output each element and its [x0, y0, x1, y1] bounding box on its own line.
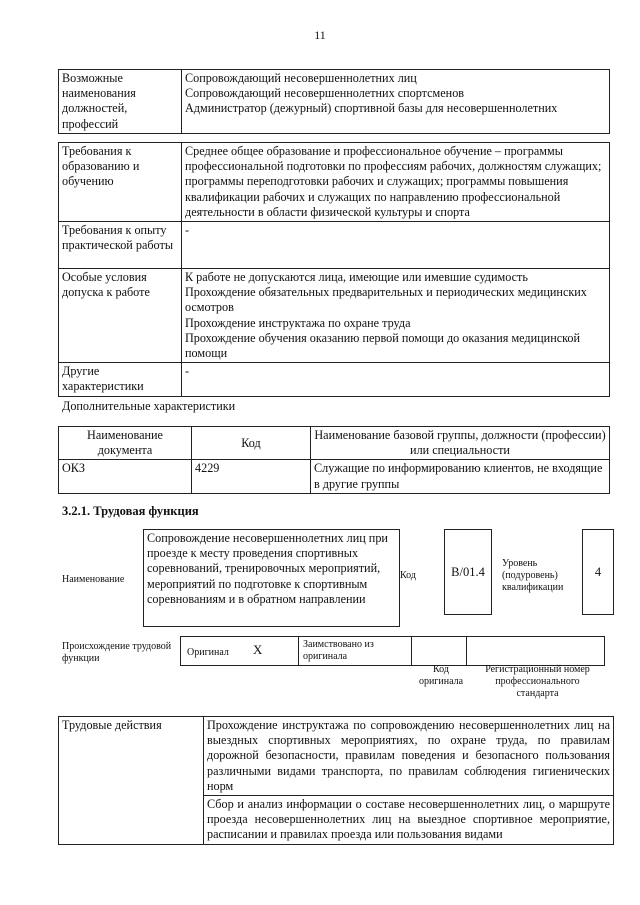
origin-borrowed-label: Заимствовано из оригинала: [303, 639, 374, 662]
admission-line-1: К работе не допускаются лица, имеющие или имевшие судимость: [185, 270, 528, 285]
origin-reg-label: Регистрационный номер профессионального стандарта: [485, 664, 590, 699]
okz-header-code: Код: [192, 427, 311, 460]
additional-heading: Дополнительные характеристики: [62, 399, 236, 413]
education-label: Требования к образованию и обучению: [59, 143, 182, 222]
origin-original-mark: X: [253, 642, 263, 657]
function-code-value: B/01.4: [444, 529, 492, 615]
admission-line-4: Прохождение обучения оказанию первой помощи до оказания медицинской помощи: [185, 330, 581, 361]
other-value: -: [182, 363, 610, 396]
actions-table: [58, 716, 614, 845]
origin-original-label: Оригинал: [187, 647, 229, 658]
job-titles-table: [58, 69, 610, 134]
okz-doc: ОКЗ: [59, 460, 192, 493]
section-title: 3.2.1. Трудовая функция: [62, 504, 199, 518]
other-label: Другие характеристики: [59, 363, 182, 396]
origin-label: Происхождение трудовой функции: [62, 641, 172, 664]
job-titles-label: Возможные наименования должностей, профессий: [59, 70, 182, 134]
function-level-value: 4: [582, 529, 614, 615]
requirements-table: [58, 142, 610, 397]
job-title-3: Администратор (дежурный) спортивной базы для несовершеннолетних: [185, 101, 558, 116]
okz-header-name: Наименование базовой группы, должности (профессии) или специальности: [311, 427, 610, 460]
action-item-2: Сбор и анализ информации о составе несовершеннолетних лиц, о маршруте проезда несовершеннолетних лиц на выездное спортивное мероприятие, расписании и правилах проезда или пользования видами: [204, 796, 614, 845]
okz-table: [58, 426, 610, 494]
okz-header-doc: Наименование документа: [59, 427, 192, 460]
job-title-2: Сопровождающий несовершеннолетних спортсменов: [185, 86, 465, 101]
job-titles-values: [182, 70, 610, 134]
admission-values: [182, 269, 610, 363]
origin-code-label: Код оригинала: [418, 664, 464, 687]
okz-name: Служащие по информированию клиентов, не входящие в другие группы: [311, 460, 610, 493]
page-number: 11: [314, 28, 326, 42]
action-item-1: Прохождение инструктажа по сопровождению несовершеннолетних лиц на выездных спортивных мероприятиях, по охране труда, по правилам дорожной безопасности, правилам поведения и безопасного пользования различными видами транспорта, по правилам соблюдения гигиенических норм: [204, 717, 614, 796]
admission-line-3: Прохождение инструктажа по охране труда: [185, 315, 411, 330]
experience-label: Требования к опыту практической работы: [59, 222, 182, 269]
function-code-label: Код: [400, 570, 416, 581]
admission-line-2: Прохождение обязательных предварительных и периодических медицинских осмотров: [185, 285, 587, 315]
function-name-label: Наименование: [62, 574, 125, 585]
education-value: Среднее общее образование и профессиональное обучение – программы профессиональной подготовки по профессиям рабочих, должностям служащих; программы переподготовки рабочих и служащих; программы повышения квалификации рабочих и служащих по направлению профессиональной деятельности в области физической культуры и спорта: [182, 143, 610, 222]
origin-box: [180, 636, 605, 666]
job-title-1: Сопровождающий несовершеннолетних лиц: [185, 71, 417, 85]
experience-value: -: [182, 222, 610, 269]
function-name-value: Сопровождение несовершеннолетних лиц при проезде к месту проведения спортивных соревнований, тренировочных мероприятий, мероприятий по подготовке к спортивным соревнованиям и в обратном направлении: [143, 529, 400, 627]
admission-label: Особые условия допуска к работе: [59, 269, 182, 363]
function-level-label: Уровень (подуровень) квалификации: [502, 558, 564, 593]
okz-code: 4229: [192, 460, 311, 493]
actions-label: Трудовые действия: [59, 717, 204, 845]
